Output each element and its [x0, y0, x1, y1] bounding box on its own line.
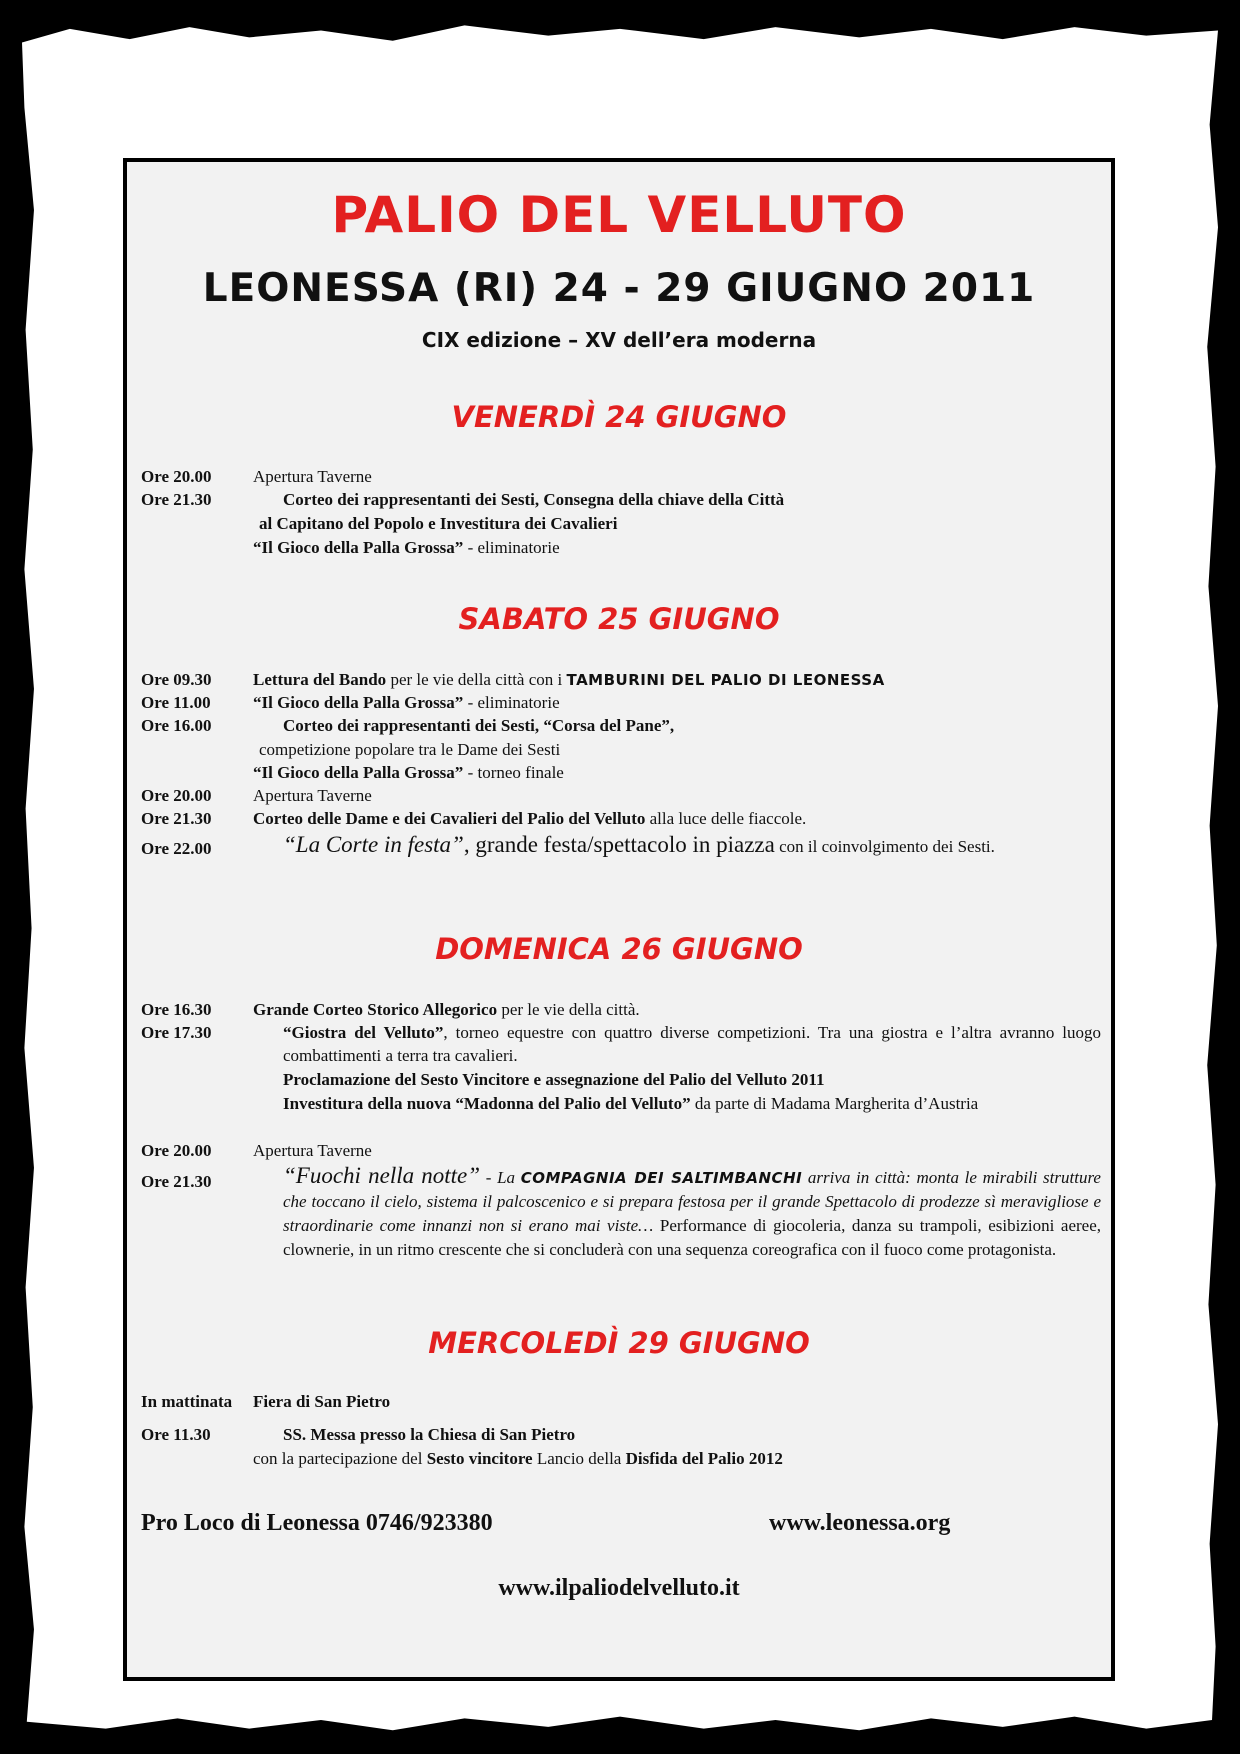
time-label: Ore 11.30 [141, 1425, 211, 1444]
event-text: “Giostra del Velluto”, torneo equestre con quattro diverse competizioni. Tra una giostra e l’altra avranno luogo combattimenti a terra tra cavalieri. [283, 1023, 1101, 1065]
day-heading-saturday: SABATO 25 GIUGNO [458, 602, 780, 636]
event-text: Corteo dei rappresentanti dei Sesti, Consegna della chiave della Città [283, 490, 785, 509]
time-label: Ore 16.30 [141, 1000, 212, 1019]
time-label: Ore 20.00 [141, 1141, 212, 1160]
day-heading-friday: VENERDÌ 24 GIUGNO [451, 400, 787, 434]
event-text: Corteo dei rappresentanti dei Sesti, “Corsa del Pane”, [283, 716, 675, 735]
time-label: In mattinata [141, 1392, 233, 1411]
event-text: “Fuochi nella notte” - La COMPAGNIA DEI SALTIMBANCHI arriva in città: monta le mirabili strutture che toccano il cielo, sistema il palcoscenico e si prepara festosa per il grande Spettacolo di prodezze sì meravigliose e straordinarie come innanzi non si erano mai viste… Performance di giocoleria, danza su trampoli, esibizioni aeree, clownerie, in un ritmo crescente che si concluderà con una sequenza coreografica con il fuoco come protagonista. [283, 1163, 1101, 1259]
day-heading-wednesday: MERCOLEDÌ 29 GIUGNO [428, 1326, 810, 1360]
poster-title: PALIO DEL VELLUTO [331, 186, 907, 244]
poster-frame [123, 158, 1115, 1681]
event-text: “La Corte in festa”, grande festa/spettacolo in piazza con il coinvolgimento dei Sesti. [283, 832, 995, 857]
event-text: Grande Corteo Storico Allegorico per le vie della città. [253, 1000, 640, 1019]
edition-line: CIX edizione – XV dell’era moderna [421, 328, 817, 352]
event-text: Apertura Taverne [253, 786, 372, 805]
time-label: Ore 20.00 [141, 467, 212, 486]
poster-subtitle: LEONESSA (RI) 24 - 29 GIUGNO 2011 [202, 266, 1036, 311]
proloco-contact: Pro Loco di Leonessa 0746/923380 [141, 1510, 493, 1536]
event-text: “Il Gioco della Palla Grossa” - torneo finale [253, 763, 564, 782]
event-text: “Il Gioco della Palla Grossa” - eliminatorie [253, 538, 560, 557]
event-text: Apertura Taverne [253, 1141, 372, 1160]
time-label: Ore 21.30 [141, 490, 212, 509]
time-label: Ore 20.00 [141, 786, 212, 805]
event-text: al Capitano del Popolo e Investitura dei Cavalieri [259, 514, 618, 533]
website-link-leonessa[interactable]: www.leonessa.org [769, 1510, 951, 1536]
event-text: Lettura del Bando per le vie della città con i TAMBURINI DEL PALIO DI LEONESSA [253, 670, 885, 689]
time-label: Ore 21.30 [141, 1172, 212, 1191]
time-label: Ore 09.30 [141, 670, 212, 689]
event-text: competizione popolare tra le Dame dei Sesti [259, 740, 561, 759]
event-text: con la partecipazione del Sesto vincitore Lancio della Disfida del Palio 2012 [253, 1449, 783, 1468]
time-label: Ore 17.30 [141, 1023, 212, 1042]
event-text: Investitura della nuova “Madonna del Palio del Velluto” da parte di Madama Margherita d’Austria [283, 1094, 979, 1113]
event-text: “Il Gioco della Palla Grossa” - eliminatorie [253, 693, 560, 712]
time-label: Ore 11.00 [141, 693, 211, 712]
event-text: Apertura Taverne [253, 467, 372, 486]
event-text: SS. Messa presso la Chiesa di San Pietro [283, 1425, 576, 1444]
day-heading-sunday: DOMENICA 26 GIUGNO [435, 932, 803, 966]
event-text: Corteo delle Dame e dei Cavalieri del Palio del Velluto alla luce delle fiaccole. [253, 809, 807, 828]
event-text: Proclamazione del Sesto Vincitore e assegnazione del Palio del Velluto 2011 [283, 1070, 825, 1089]
website-link-palio[interactable]: www.ilpaliodelvelluto.it [498, 1575, 740, 1601]
event-text: Fiera di San Pietro [253, 1392, 391, 1411]
time-label: Ore 16.00 [141, 716, 212, 735]
time-label: Ore 21.30 [141, 809, 212, 828]
time-label: Ore 22.00 [141, 839, 212, 858]
